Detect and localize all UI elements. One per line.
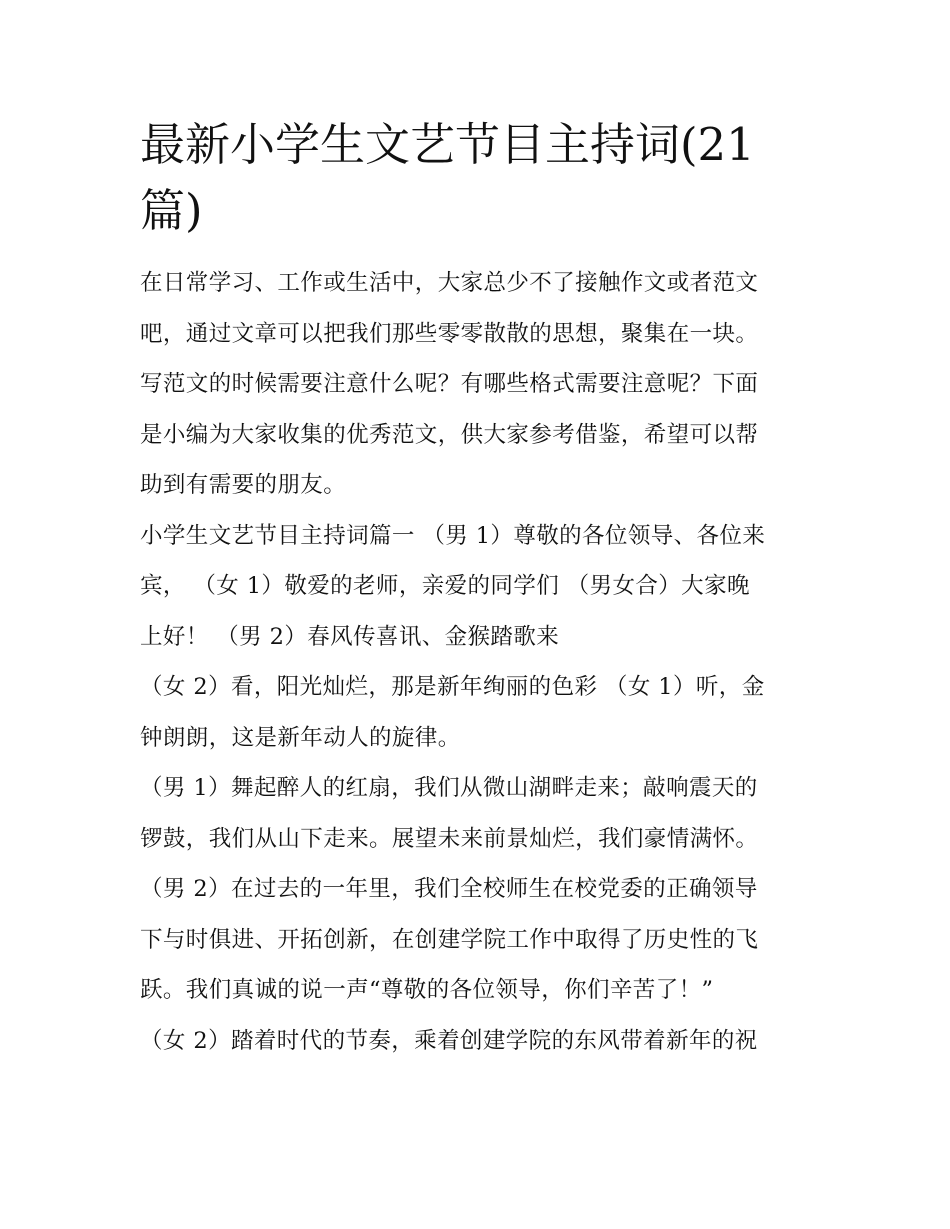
script-paragraph <box>140 763 812 864</box>
script-paragraph <box>140 511 812 663</box>
text-line: 下与时俱进、开拓创新，在创建学院工作中取得了历史性的飞 <box>140 926 759 953</box>
text-line: （女 2）看，阳光灿烂，那是新年绚丽的色彩 （女 1）听，金 <box>140 674 765 700</box>
text-line: 上好！ （男 2）春风传喜讯、金猴踏歌来 <box>140 623 560 650</box>
script-paragraph <box>140 662 812 763</box>
text-line: 吧，通过文章可以把我们那些零零散散的思想，聚集在一块。 <box>140 320 759 347</box>
script-paragraph <box>140 1016 812 1067</box>
text-line: 在日常学习、工作或生活中，大家总少不了接触作文或者范文 <box>140 270 759 296</box>
text-line: 助到有需要的朋友。 <box>140 472 347 498</box>
document-title <box>140 112 812 244</box>
text-line: （男 1）舞起醉人的红扇，我们从微山湖畔走来；敲响震天的 <box>140 775 758 801</box>
text-line: 是小编为大家收集的优秀范文，供大家参考借鉴，希望可以帮 <box>140 421 759 448</box>
title-line-1: 最新小学生文艺节目主持词(21 <box>140 118 755 171</box>
text-line: 钟朗朗，这是新年动人的旋律。 <box>140 724 461 751</box>
intro-paragraph <box>140 258 812 511</box>
text-line: 锣鼓，我们从山下走来。展望未来前景灿烂，我们豪情满怀。 <box>140 825 759 852</box>
title-line-2: 篇) <box>140 184 203 237</box>
script-paragraph <box>140 864 812 1016</box>
text-line: 小学生文艺节目主持词篇一 （男 1）尊敬的各位领导、各位来 <box>140 522 766 549</box>
text-line: 写范文的时候需要注意什么呢？有哪些格式需要注意呢？下面 <box>140 371 759 397</box>
text-line: （女 2）踏着时代的节奏，乘着创建学院的东风带着新年的祝 <box>140 1027 758 1054</box>
document-content <box>140 112 812 1066</box>
text-line: （男 2）在过去的一年里，我们全校师生在校党委的正确领导 <box>140 876 758 902</box>
text-line: 跃。我们真诚的说一声“尊敬的各位领导，你们辛苦了！” <box>140 977 714 1003</box>
text-line: 宾， （女 1）敬爱的老师，亲爱的同学们 （男女合）大家晚 <box>140 573 750 599</box>
